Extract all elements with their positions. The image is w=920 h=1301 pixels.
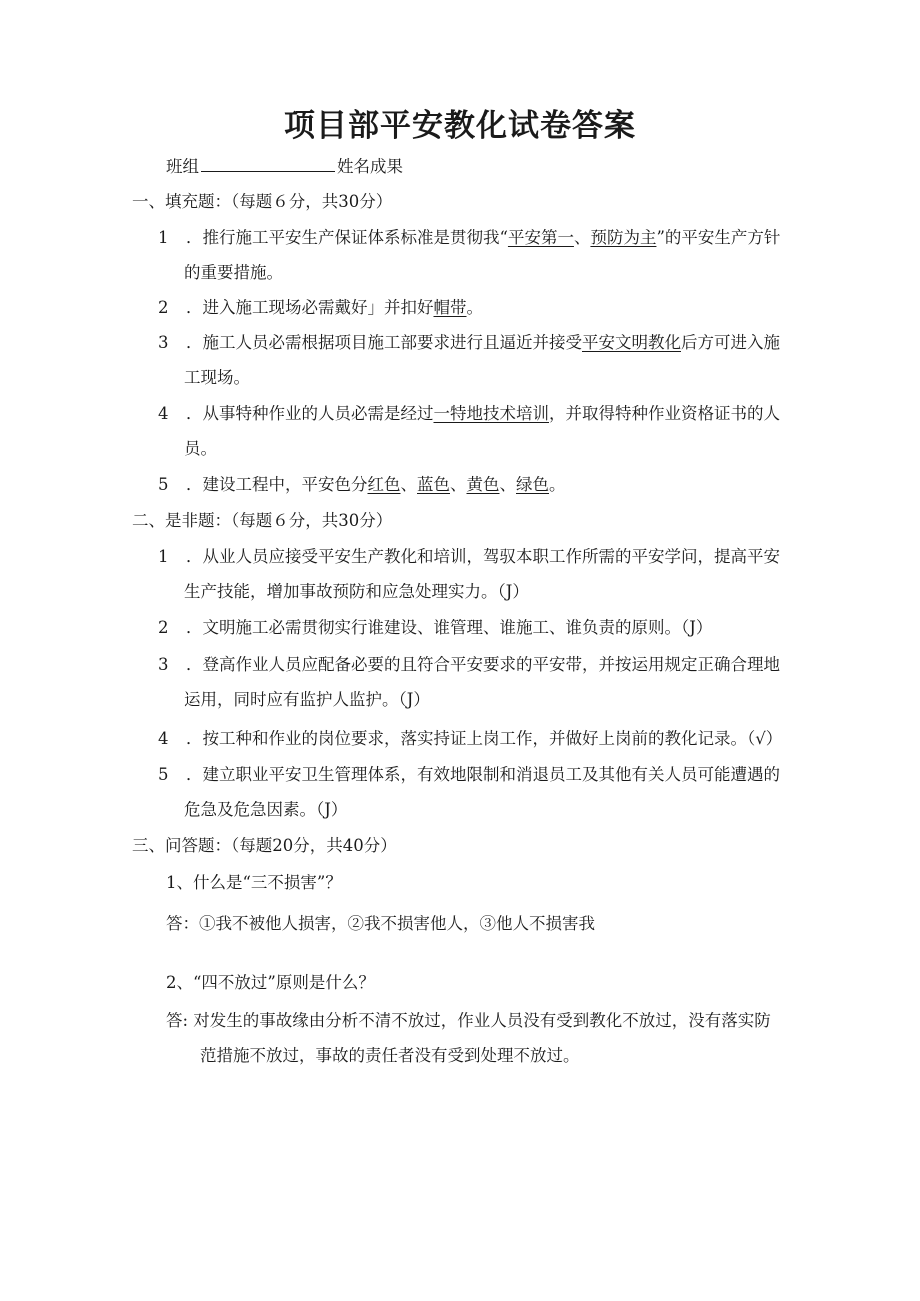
question-number: 5 — [158, 765, 169, 784]
question-number: 1 — [158, 228, 169, 247]
class-blank — [201, 155, 335, 172]
answer: 绿色 — [516, 475, 549, 494]
answer: 平安文明教化 — [582, 333, 681, 352]
section-judge-heading: 二、是非题：（每题６分，共30分） — [132, 511, 393, 530]
judge-q2: 2 ．文明施工必需贯彻实行谁建设、谁管理、谁施工、谁负责的原则。（J） — [158, 616, 712, 640]
judge-q4: 4 ．按工种和作业的岗位要求，落实持证上岗工作，并做好上岗前的教化记录。（√） — [158, 727, 782, 751]
answer: 帽带 — [433, 298, 467, 317]
qa-answer-2-line2: 范措施不放过，事故的责任者没有受到处理不放过。 — [200, 1046, 580, 1065]
judge-q1-line2: 生产技能，增加事故预防和应急处理实力。（J） — [184, 582, 529, 601]
judge-q3-line2: 运用，同时应有监护人监护。（J） — [184, 690, 430, 709]
fill-q2: 2 ．进入施工现场必需戴好」并扣好帽带。 — [158, 296, 483, 320]
question-number: 4 — [158, 729, 169, 748]
question-number: 1 — [158, 547, 169, 566]
answer: 一特地技术培训 — [433, 404, 549, 423]
name-score-label: 姓名成果 — [337, 157, 403, 176]
page-title: 项目部平安教化试卷答案 — [284, 108, 636, 144]
question-number: 4 — [158, 404, 169, 423]
qa-question-1: 1、什么是“三不损害”？ — [166, 873, 342, 892]
fill-q4-line2: 员。 — [184, 439, 217, 458]
judge-q5-line2: 危急及危急因素。（J） — [184, 800, 348, 819]
fill-q1-line1: 1 ．推行施工平安生产保证体系标准是贯彻我“平安第一、预防为主”的平安生产方针 — [158, 226, 780, 250]
question-number: 2 — [158, 298, 169, 317]
question-number: 3 — [158, 333, 169, 352]
fill-q5: 5 ．建设工程中，平安色分红色、蓝色、黄色、绿色。 — [158, 473, 566, 497]
qa-question-2: 2、“四不放过”原则是什么？ — [166, 973, 375, 992]
section-fill-heading: 一、填充题：（每题６分，共30分） — [132, 192, 393, 211]
answer: 平安第一 — [507, 228, 574, 247]
qa-answer-2-line1: 答: 对发生的事故缘由分析不清不放过，作业人员没有受到教化不放过，没有落实防 — [166, 1011, 771, 1030]
answer: 蓝色 — [417, 475, 450, 494]
fill-q3-line2: 工现场。 — [184, 368, 250, 387]
section-qa-heading: 三、问答题：（每题20分，共40分） — [132, 836, 397, 855]
question-number: 2 — [158, 618, 169, 637]
answer: 红色 — [367, 475, 401, 494]
answer: 预防为主 — [590, 228, 657, 247]
judge-q3-line1: 3 ．登高作业人员应配备必要的且符合平安要求的平安带，并按运用规定正确合理地 — [158, 653, 780, 677]
fill-q3-line1: 3 ．施工人员必需根据项目施工部要求进行且逼近并接受平安文明教化后方可进入施 — [158, 331, 780, 355]
class-label: 班组 — [166, 157, 199, 176]
header-row — [166, 155, 403, 179]
judge-q5-line1: 5 ．建立职业平安卫生管理体系，有效地限制和消退员工及其他有关人员可能遭遇的 — [158, 763, 780, 787]
qa-answer-1: 答：①我不被他人损害，②我不损害他人，③他人不损害我 — [166, 914, 595, 933]
question-number: 3 — [158, 655, 169, 674]
judge-q1-line1: 1 ．从业人员应接受平安生产教化和培训，驾驭本职工作所需的平安学问，提高平安 — [158, 545, 780, 569]
question-number: 5 — [158, 475, 169, 494]
answer: 黄色 — [466, 475, 500, 494]
fill-q1-line2: 的重要措施。 — [184, 263, 283, 282]
fill-q4-line1: 4 ．从事特种作业的人员必需是经过一特地技术培训，并取得特种作业资格证书的人 — [158, 402, 780, 426]
